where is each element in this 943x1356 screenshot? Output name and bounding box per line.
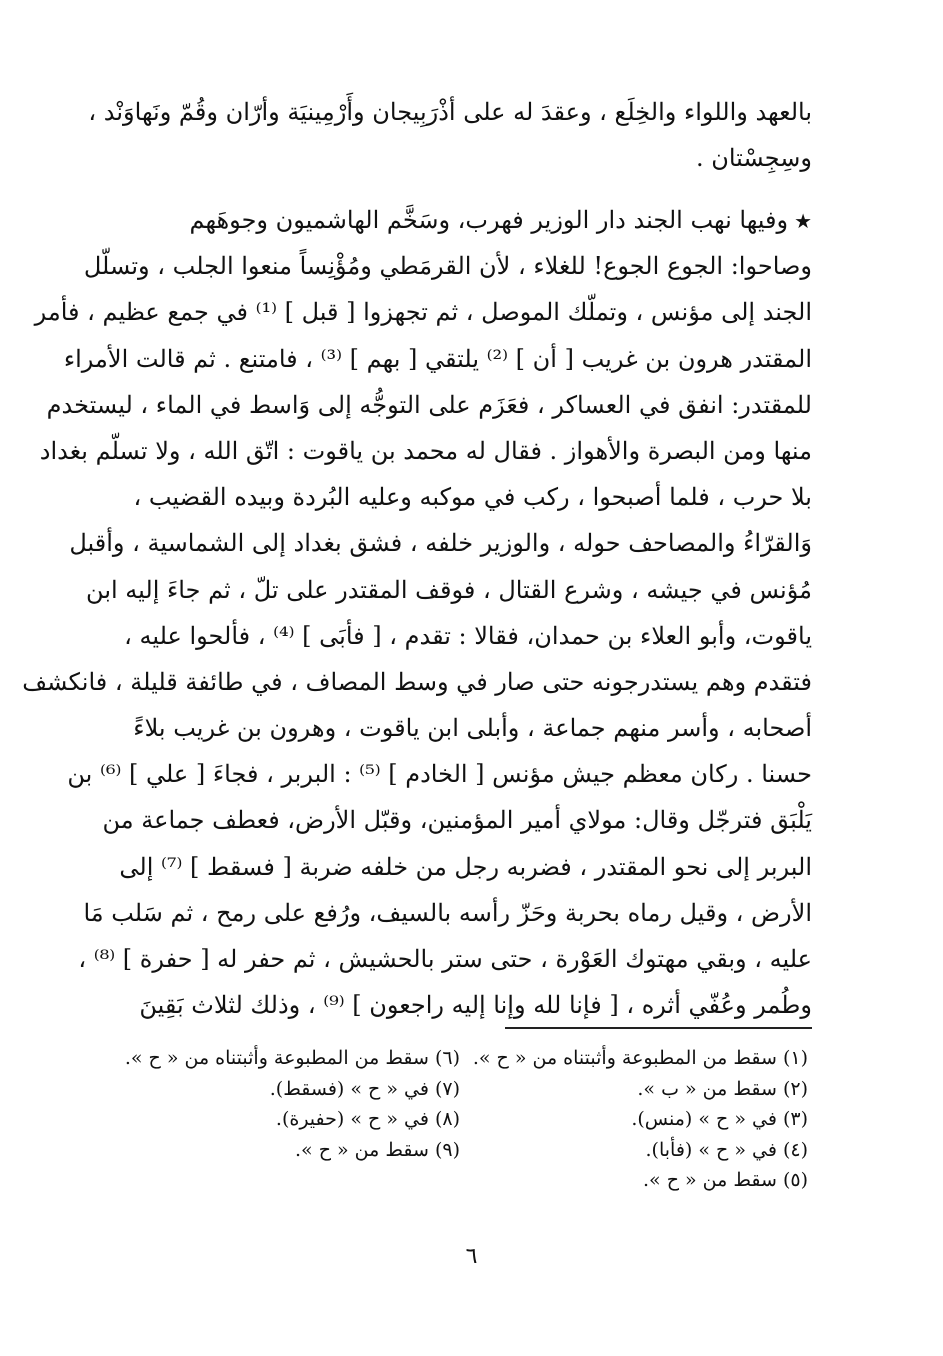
main-paragraph xyxy=(22,197,812,1028)
footnotes-left-column xyxy=(110,1043,460,1165)
text-line: فتقدم وهم يستدرجونه حتى صار في وسط المصاف ، في طائفة قليلة ، فانكشف xyxy=(22,667,812,696)
footnote: (٨) في « ح » (حفيرة). xyxy=(275,1108,460,1130)
intro-text xyxy=(88,89,812,181)
footnote: (٥) سقط من « ح ». xyxy=(642,1169,808,1191)
text-line: مُؤنس في جيشه ، وشرع القتال ، فوقف المقتدر على تلّ ، ثم جاءَ إليه ابن xyxy=(86,575,812,604)
text-line: وصاحوا: الجوع الجوع! للغلاء ، لأن القرمَطي ومُؤْنِساً منعوا الجلب ، وتسلّل xyxy=(83,252,812,281)
text-line: المقتدر هرون بن غريب [ أن ] ⁽²⁾ يلتقي [ بهم ] ⁽³⁾ ، فامتنع . ثم قالت الأمراء xyxy=(63,344,812,373)
footnotes-right-column xyxy=(470,1043,808,1196)
footnote: (٤) في « ح » (فأبا). xyxy=(645,1138,808,1161)
text-line: عليه ، وبقي مهتوك العَوْرة ، حتى ستر بالحشيش ، ثم حفر له [ حفرة ] ⁽⁸⁾ ، xyxy=(78,945,812,973)
footnote: (٣) في « ح » (منس). xyxy=(631,1108,808,1130)
text-line: وسِجِسْتان . xyxy=(695,144,812,173)
text-line: وطُمر وعُفّي أثره ، [ فإنا لله وإنا إليه راجعون ] ⁽⁹⁾ ، وذلك لثلاث بَقِينَ xyxy=(139,991,812,1020)
footnote: (١) سقط من المطبوعة وأثبتناه من « ح ». xyxy=(472,1047,808,1069)
text-line: بالعهد واللواء والخِلَع ، وعقدَ له على أذْرَبِيجان وأَرْمِينيَة وأرّان وقُمّ ونَهاوَنْد ، xyxy=(88,98,812,126)
footnote: (٧) في « ح » (فسقط). xyxy=(269,1077,460,1100)
text-line: ياقوت، وأبو العلاء بن حمدان، فقالا : تقدم ، [ فأبَى ] ⁽⁴⁾ ، فألحوا عليه ، xyxy=(124,621,812,650)
text-line: بلا حرب ، فلما أصبحوا ، ركب في موكبه وعليه البُردة وبيده القضيب ، xyxy=(133,483,812,512)
text-line: البربر إلى نحو المقتدر ، فضربه رجل من خلفه ضربة [ فسقط ] ⁽⁷⁾ إلى xyxy=(119,852,812,881)
star-bullet-icon: ★ xyxy=(794,209,812,233)
footnote: (٦) سقط من المطبوعة وأثبتناه من « ح ». xyxy=(124,1047,460,1069)
footnote-divider xyxy=(505,1027,812,1029)
text-line: حسنا . ركان معظم جيش مؤنس [ الخادم ] ⁽⁵⁾ : البربر ، فجاءَ [ علي ] ⁽⁶⁾ بن xyxy=(67,760,812,789)
footnote: (٩) سقط من « ح ». xyxy=(294,1138,460,1161)
text-line: الأرض ، وقيل رماه بحربة وحَزّ رأسه بالسيف، ورُفع على رمح ، ثم سَلب مَا xyxy=(83,898,812,927)
text-line-content: وفيها نهب الجند دار الوزير فهرب، وسَخَّم الهاشميون وجوهَهم xyxy=(189,206,789,234)
footnote: (٢) سقط من « ب ». xyxy=(637,1077,808,1100)
text-line: يَلْبَق فترجّل وقال: مولاي أمير المؤمنين، وقبّل الأرض، فعطف جماعة من xyxy=(102,806,812,835)
text-line: للمقتدر: انفق في العساكر ، فعَزَم على التوجُّه إلى وَاسط في الماء ، ليستخدم xyxy=(46,390,812,419)
text-line: أصحابه ، وأسر منهم جماعة ، وأبلى ابن ياقوت ، وهرون بن غريب بلاءً xyxy=(133,714,812,743)
text-line xyxy=(100,197,812,243)
text-line: منها ومن البصرة والأهواز . فقال له محمد بن ياقوت : اتّق الله ، ولا تسلّم بغداد xyxy=(39,436,812,465)
page-number: ٦ xyxy=(465,1244,478,1269)
text-line: وَالقرّاءُ والمصاحف حوله ، والوزير خلفه ، فشق بغداد إلى الشماسية ، وأقبل xyxy=(69,529,812,558)
text-line: الجند إلى مؤنس ، وتملّك الموصل ، ثم تجهزوا [ قبل ] ⁽¹⁾ في جمع عظيم ، فأمر xyxy=(34,298,812,327)
